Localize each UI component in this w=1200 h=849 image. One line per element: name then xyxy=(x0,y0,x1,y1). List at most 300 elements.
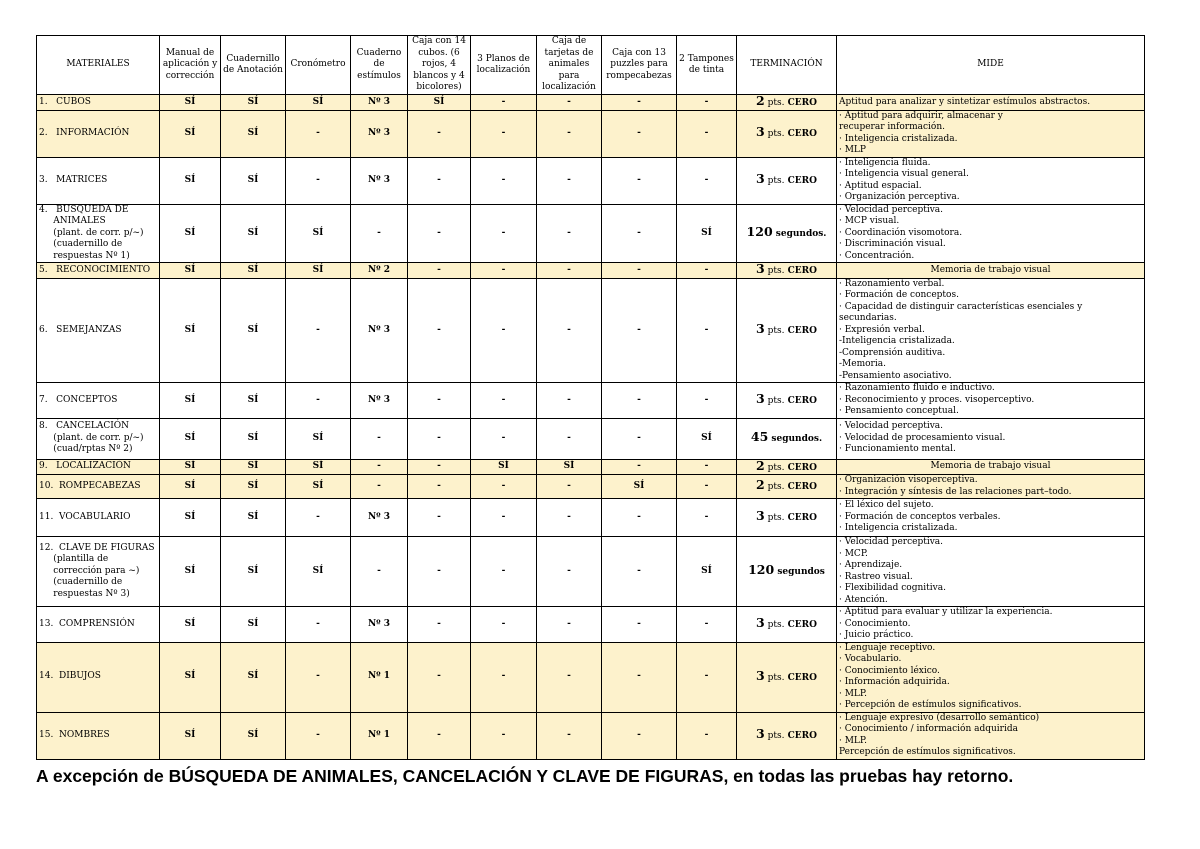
row-name-text: 1. CUBOS xyxy=(39,96,91,107)
material-cell: SÍ xyxy=(221,712,286,759)
material-cell: SÍ xyxy=(602,475,677,499)
material-cell: - xyxy=(602,110,677,157)
terminacion-cell xyxy=(737,263,837,279)
term-cero: CERO xyxy=(784,326,817,336)
material-cell: - xyxy=(677,278,737,383)
header-mide: MIDE xyxy=(837,36,1145,95)
material-cell: - xyxy=(602,263,677,279)
material-cell: SÍ xyxy=(221,204,286,263)
row-name-text: 6. SEMEJANZAS xyxy=(39,324,122,335)
material-cell: - xyxy=(471,95,537,111)
mide-cell xyxy=(837,459,1145,475)
material-cell: SÍ xyxy=(286,475,351,499)
mide-line: · Velocidad de procesamiento visual. xyxy=(839,432,1006,443)
material-cell: SÍ xyxy=(160,499,221,537)
term-pts: pts. xyxy=(764,129,785,140)
mide-line: · Conocimiento. xyxy=(839,618,911,629)
header-planos: 3 Planos de localización xyxy=(471,36,537,95)
material-cell: Nº 1 xyxy=(351,642,408,712)
mide-line: -Pensamiento asociativo. xyxy=(839,370,952,381)
material-cell: - xyxy=(408,712,471,759)
table-row xyxy=(37,418,1145,459)
row-name-line: 4. BÚSQUEDA DE xyxy=(39,204,129,215)
mide-cell xyxy=(837,278,1145,383)
material-cell: - xyxy=(537,712,602,759)
term-pts: pts. xyxy=(764,98,785,108)
mide-cell xyxy=(837,263,1145,279)
mide-cell xyxy=(837,712,1145,759)
term-cero: CERO xyxy=(784,98,817,108)
material-cell: Nº 3 xyxy=(351,383,408,419)
term-cero: CERO xyxy=(784,462,817,473)
material-cell: SÍ xyxy=(221,418,286,459)
material-cell: - xyxy=(408,642,471,712)
material-cell: SÍ xyxy=(160,95,221,111)
material-cell: - xyxy=(408,418,471,459)
row-name-line: (plant. de corr. p/~) xyxy=(39,432,144,443)
row-material-name xyxy=(37,383,160,419)
mide-line: · Inteligencia visual general. xyxy=(839,169,969,179)
mide-line: · Información adquirida. xyxy=(839,677,950,687)
header-tampones: 2 Tampones de tinta xyxy=(677,36,737,95)
term-pts: pts. xyxy=(764,731,785,742)
terminacion-cell xyxy=(737,418,837,459)
row-name-text: 14. DIBUJOS xyxy=(39,671,101,682)
term-pts: pts. xyxy=(764,176,785,187)
term-pts: pts. xyxy=(764,326,785,336)
material-cell: - xyxy=(408,157,471,204)
row-name-line: (cuadernillo de xyxy=(39,577,123,588)
table-body xyxy=(37,95,1145,760)
material-cell: - xyxy=(471,278,537,383)
row-name-line: ANIMALES xyxy=(39,216,106,226)
material-cell: SÍ xyxy=(160,642,221,712)
material-cell: SÍ xyxy=(221,607,286,643)
mide-line: · Aptitud para adquirir, almacenar y xyxy=(839,110,1003,121)
material-cell: SÍ xyxy=(221,278,286,383)
mide-line: recuperar información. xyxy=(839,122,946,132)
mide-cell xyxy=(837,95,1145,111)
material-cell: SÍ xyxy=(221,263,286,279)
material-cell: - xyxy=(677,110,737,157)
material-cell: - xyxy=(408,607,471,643)
mide-line: -Comprensión auditiva. xyxy=(839,347,946,358)
mide-cell xyxy=(837,499,1145,537)
material-cell: Nº 3 xyxy=(351,278,408,383)
row-name-text: 3. MATRICES xyxy=(39,174,108,185)
material-cell: - xyxy=(602,95,677,111)
mide-line: · Conocimiento léxico. xyxy=(839,665,940,676)
mide-line: Memoria de trabajo visual xyxy=(930,264,1051,275)
mide-line: · Reconocimiento y proces. visoperceptivo. xyxy=(839,394,1035,405)
material-cell: SÍ xyxy=(286,95,351,111)
term-value: 3 xyxy=(756,615,765,630)
material-cell: - xyxy=(537,110,602,157)
term-value: 45 xyxy=(750,429,769,445)
materials-table xyxy=(36,35,1145,760)
material-cell: - xyxy=(471,537,537,607)
term-pts: pts. xyxy=(764,396,785,406)
row-name-line: (plant. de corr. p/~) xyxy=(39,227,144,238)
material-cell: - xyxy=(351,204,408,263)
material-cell: SÍ xyxy=(221,499,286,537)
material-cell: - xyxy=(602,537,677,607)
mide-line: · Concentración. xyxy=(839,250,915,261)
material-cell: SÍ xyxy=(160,204,221,263)
header-tarjetas: Caja de tarjetas de animales para localización xyxy=(537,36,602,95)
material-cell: - xyxy=(351,459,408,475)
material-cell: - xyxy=(471,712,537,759)
material-cell: - xyxy=(286,712,351,759)
material-cell: SÍ xyxy=(471,459,537,475)
row-name-text: 7. CONCEPTOS xyxy=(39,394,118,405)
material-cell: - xyxy=(471,263,537,279)
row-name-text: 13. COMPRENSIÓN xyxy=(39,618,135,629)
mide-cell xyxy=(837,383,1145,419)
material-cell: - xyxy=(471,204,537,263)
row-name-line: (cuadernillo de xyxy=(39,239,123,249)
term-cero: segundos xyxy=(774,567,825,578)
mide-cell xyxy=(837,157,1145,204)
row-name-line: (plantilla de xyxy=(39,554,109,565)
term-value: 120 xyxy=(748,562,775,578)
material-cell: - xyxy=(537,537,602,607)
material-cell: - xyxy=(602,418,677,459)
term-value: 2 xyxy=(756,477,765,493)
mide-line: · Velocidad perceptiva. xyxy=(839,537,944,547)
mide-cell xyxy=(837,642,1145,712)
material-cell: SÍ xyxy=(160,475,221,499)
row-name-text: 11. VOCABULARIO xyxy=(39,511,131,522)
term-value: 3 xyxy=(756,667,765,683)
material-cell: SÍ xyxy=(286,418,351,459)
mide-line: · Funcionamiento mental. xyxy=(839,444,956,455)
row-name-line: corrección para ~) xyxy=(39,565,140,576)
material-cell: - xyxy=(602,499,677,537)
mide-line: · Expresión verbal. xyxy=(839,324,925,335)
row-name-text: 5. RECONOCIMIENTO xyxy=(39,264,151,275)
material-cell: - xyxy=(537,418,602,459)
material-cell: - xyxy=(471,418,537,459)
term-cero: segundos. xyxy=(768,434,823,445)
term-cero: segundos. xyxy=(772,229,827,239)
row-material-name xyxy=(37,607,160,643)
table-row xyxy=(37,475,1145,499)
mide-line: · Flexibilidad cognitiva. xyxy=(839,583,946,593)
material-cell: - xyxy=(537,95,602,111)
row-material-name xyxy=(37,204,160,263)
table-row xyxy=(37,157,1145,204)
material-cell: SÍ xyxy=(160,712,221,759)
material-cell: - xyxy=(408,499,471,537)
material-cell: - xyxy=(537,475,602,499)
term-cero: CERO xyxy=(784,176,817,187)
terminacion-cell xyxy=(737,204,837,263)
term-cero: CERO xyxy=(784,396,817,406)
mide-line: · Juicio práctico. xyxy=(839,630,914,640)
material-cell: - xyxy=(602,157,677,204)
material-cell: Nº 1 xyxy=(351,712,408,759)
row-material-name xyxy=(37,278,160,383)
term-value: 3 xyxy=(756,321,765,336)
material-cell: SÍ xyxy=(286,263,351,279)
term-pts: pts. xyxy=(764,513,785,524)
material-cell: SÍ xyxy=(286,537,351,607)
material-cell: - xyxy=(677,383,737,419)
material-cell: - xyxy=(602,383,677,419)
mide-line: · Vocabulario. xyxy=(839,654,902,664)
mide-line: · Aptitud para evaluar y utilizar la experiencia. xyxy=(839,607,1053,617)
term-cero: CERO xyxy=(784,266,817,276)
material-cell: SÍ xyxy=(677,204,737,263)
table-row xyxy=(37,607,1145,643)
material-cell: SÍ xyxy=(221,110,286,157)
material-cell: Nº 3 xyxy=(351,110,408,157)
row-material-name xyxy=(37,459,160,475)
mide-line: · Coordinación visomotora. xyxy=(839,227,963,238)
terminacion-cell xyxy=(737,110,837,157)
term-value: 2 xyxy=(756,94,765,108)
term-cero: CERO xyxy=(784,672,817,683)
header-cuadernillo: Cuadernillo de Anotación xyxy=(221,36,286,95)
mide-line: · Formación de conceptos. xyxy=(839,290,959,300)
material-cell: SÍ xyxy=(160,110,221,157)
mide-line: · MCP visual. xyxy=(839,216,900,226)
row-name-text: 9. LOCALIZACIÓN xyxy=(39,461,131,471)
material-cell: SÍ xyxy=(160,418,221,459)
row-material-name xyxy=(37,110,160,157)
mide-line: Aptitud para analizar y sintetizar estímulos abstractos. xyxy=(839,96,1091,107)
material-cell: - xyxy=(537,642,602,712)
mide-line: · Inteligencia cristalizada. xyxy=(839,133,958,144)
term-value: 3 xyxy=(756,171,765,187)
row-name-text: 15. NOMBRES xyxy=(39,729,110,740)
material-cell: - xyxy=(408,278,471,383)
terminacion-cell xyxy=(737,383,837,419)
material-cell: - xyxy=(286,157,351,204)
terminacion-cell xyxy=(737,712,837,759)
material-cell: - xyxy=(677,95,737,111)
material-cell: - xyxy=(602,278,677,383)
material-cell: - xyxy=(408,459,471,475)
term-value: 3 xyxy=(756,262,765,276)
material-cell: SÍ xyxy=(408,95,471,111)
footer-note: A excepción de BÚSQUEDA DE ANIMALES, CANCELACIÓN Y CLAVE DE FIGURAS, en todas las pruebas hay retorno. xyxy=(36,766,1014,786)
row-name-line: 8. CANCELACIÓN xyxy=(39,421,130,432)
material-cell: Nº 3 xyxy=(351,499,408,537)
term-pts: pts. xyxy=(764,482,785,493)
header-cronometro: Cronómetro xyxy=(286,36,351,95)
table-row xyxy=(37,459,1145,475)
material-cell: - xyxy=(471,642,537,712)
material-cell: SÍ xyxy=(286,459,351,475)
material-cell: - xyxy=(286,383,351,419)
terminacion-cell xyxy=(737,537,837,607)
mide-line: · Conocimiento / información adquirida xyxy=(839,724,1018,734)
mide-line: secundarias. xyxy=(839,313,897,323)
material-cell: - xyxy=(677,499,737,537)
term-pts: pts. xyxy=(764,620,785,630)
material-cell: SÍ xyxy=(160,157,221,204)
material-cell: SÍ xyxy=(221,459,286,475)
term-cero: CERO xyxy=(784,620,817,630)
header-manual: Manual de aplicación y corrección xyxy=(160,36,221,95)
material-cell: SÍ xyxy=(160,278,221,383)
mide-line: · Pensamiento conceptual. xyxy=(839,406,959,416)
material-cell: - xyxy=(286,607,351,643)
material-cell: SÍ xyxy=(160,263,221,279)
material-cell: SÍ xyxy=(160,459,221,475)
material-cell: - xyxy=(351,418,408,459)
mide-cell xyxy=(837,537,1145,607)
mide-cell xyxy=(837,204,1145,263)
table-row xyxy=(37,383,1145,419)
material-cell: - xyxy=(408,110,471,157)
material-cell: - xyxy=(677,642,737,712)
material-cell: Nº 2 xyxy=(351,263,408,279)
row-material-name xyxy=(37,712,160,759)
mide-line: · Formación de conceptos verbales. xyxy=(839,511,1001,522)
material-cell: - xyxy=(537,157,602,204)
material-cell: - xyxy=(537,607,602,643)
table-row xyxy=(37,110,1145,157)
material-cell: SÍ xyxy=(677,418,737,459)
material-cell: - xyxy=(408,204,471,263)
term-pts: pts. xyxy=(764,672,785,683)
term-value: 3 xyxy=(756,726,765,742)
row-name-line: respuestas Nº 3) xyxy=(39,588,130,599)
terminacion-cell xyxy=(737,278,837,383)
table-row xyxy=(37,712,1145,759)
row-material-name xyxy=(37,157,160,204)
row-material-name xyxy=(37,537,160,607)
term-value: 3 xyxy=(756,124,765,140)
material-cell: - xyxy=(408,263,471,279)
row-name-text: 2. INFORMACIÓN xyxy=(39,127,130,138)
header-caja-cubos: Caja con 14 cubos. (6 rojos, 4 blancos y 4 bicolores) xyxy=(408,36,471,95)
material-cell: - xyxy=(286,278,351,383)
mide-cell xyxy=(837,110,1145,157)
terminacion-cell xyxy=(737,157,837,204)
material-cell: SÍ xyxy=(160,383,221,419)
material-cell: SÍ xyxy=(160,537,221,607)
material-cell: - xyxy=(537,278,602,383)
mide-line: · Inteligencia fluida. xyxy=(839,157,931,168)
table-row xyxy=(37,278,1145,383)
term-cero: CERO xyxy=(784,482,817,493)
term-value: 3 xyxy=(756,508,765,524)
header-puzzles: Caja con 13 puzzles para rompecabezas xyxy=(602,36,677,95)
row-material-name xyxy=(37,95,160,111)
row-material-name xyxy=(37,418,160,459)
material-cell: - xyxy=(537,204,602,263)
mide-line: · MCP. xyxy=(839,548,868,559)
row-name-line: 12. CLAVE DE FIGURAS xyxy=(39,542,155,553)
material-cell: SÍ xyxy=(677,537,737,607)
header-cuaderno: Cuaderno de estímulos xyxy=(351,36,408,95)
material-cell: SÍ xyxy=(160,607,221,643)
material-cell: - xyxy=(408,475,471,499)
material-cell: - xyxy=(286,110,351,157)
mide-cell xyxy=(837,418,1145,459)
material-cell: SÍ xyxy=(221,383,286,419)
material-cell: - xyxy=(471,110,537,157)
material-cell: - xyxy=(471,383,537,419)
material-cell: - xyxy=(537,383,602,419)
row-material-name xyxy=(37,263,160,279)
row-material-name xyxy=(37,642,160,712)
material-cell: - xyxy=(351,475,408,499)
mide-line: -Inteligencia cristalizada. xyxy=(839,336,955,346)
mide-line: · Inteligencia cristalizada. xyxy=(839,523,958,534)
mide-line: · Organización visoperceptiva. xyxy=(839,475,978,485)
mide-line: · Rastreo visual. xyxy=(839,571,913,582)
material-cell: - xyxy=(677,607,737,643)
header-terminacion: TERMINACIÓN xyxy=(737,36,837,95)
row-name-line: (cuad/rptas Nº 2) xyxy=(39,444,133,455)
material-cell: Nº 3 xyxy=(351,157,408,204)
material-cell: SÍ xyxy=(537,459,602,475)
terminacion-cell xyxy=(737,95,837,111)
table-row xyxy=(37,204,1145,263)
mide-line: · Velocidad perceptiva. xyxy=(839,421,944,432)
material-cell: SÍ xyxy=(221,95,286,111)
material-cell: SÍ xyxy=(221,475,286,499)
terminacion-cell xyxy=(737,642,837,712)
material-cell: - xyxy=(677,157,737,204)
mide-line: · Organización perceptiva. xyxy=(839,192,960,202)
mide-line: · Discriminación visual. xyxy=(839,239,946,249)
mide-line: · Lenguaje receptivo. xyxy=(839,642,936,653)
mide-line: · MLP. xyxy=(839,688,868,699)
mide-line: Memoria de trabajo visual xyxy=(930,461,1051,471)
material-cell: SÍ xyxy=(221,537,286,607)
header-materiales: MATERIALES xyxy=(37,36,160,95)
material-cell: - xyxy=(677,712,737,759)
table-row xyxy=(37,95,1145,111)
material-cell: - xyxy=(408,537,471,607)
mide-line: · Aprendizaje. xyxy=(839,560,903,570)
material-cell: SÍ xyxy=(286,204,351,263)
mide-line: -Memoria. xyxy=(839,359,886,369)
material-cell: - xyxy=(537,263,602,279)
mide-line: · El léxico del sujeto. xyxy=(839,500,934,511)
material-cell: - xyxy=(677,475,737,499)
material-cell: - xyxy=(471,157,537,204)
material-cell: - xyxy=(602,459,677,475)
mide-line: · Capacidad de distinguir características esenciales y xyxy=(839,301,1083,312)
material-cell: - xyxy=(602,712,677,759)
material-cell: Nº 3 xyxy=(351,607,408,643)
terminacion-cell xyxy=(737,459,837,475)
mide-line: · Aptitud espacial. xyxy=(839,180,922,191)
mide-line: · Lenguaje expresivo (desarrollo semántico) xyxy=(839,712,1040,723)
material-cell: - xyxy=(677,263,737,279)
mide-line: · Velocidad perceptiva. xyxy=(839,204,944,215)
mide-line: · MLP. xyxy=(839,735,868,746)
term-value: 2 xyxy=(756,459,765,473)
row-material-name xyxy=(37,475,160,499)
mide-line: Percepción de estímulos significativos. xyxy=(839,747,1016,757)
material-cell: SÍ xyxy=(221,642,286,712)
term-pts: pts. xyxy=(764,266,785,276)
mide-cell xyxy=(837,607,1145,643)
row-material-name xyxy=(37,499,160,537)
material-cell: - xyxy=(471,499,537,537)
mide-line: · Percepción de estímulos significativos. xyxy=(839,700,1022,710)
material-cell: - xyxy=(602,204,677,263)
mide-line: · Razonamiento verbal. xyxy=(839,278,945,289)
